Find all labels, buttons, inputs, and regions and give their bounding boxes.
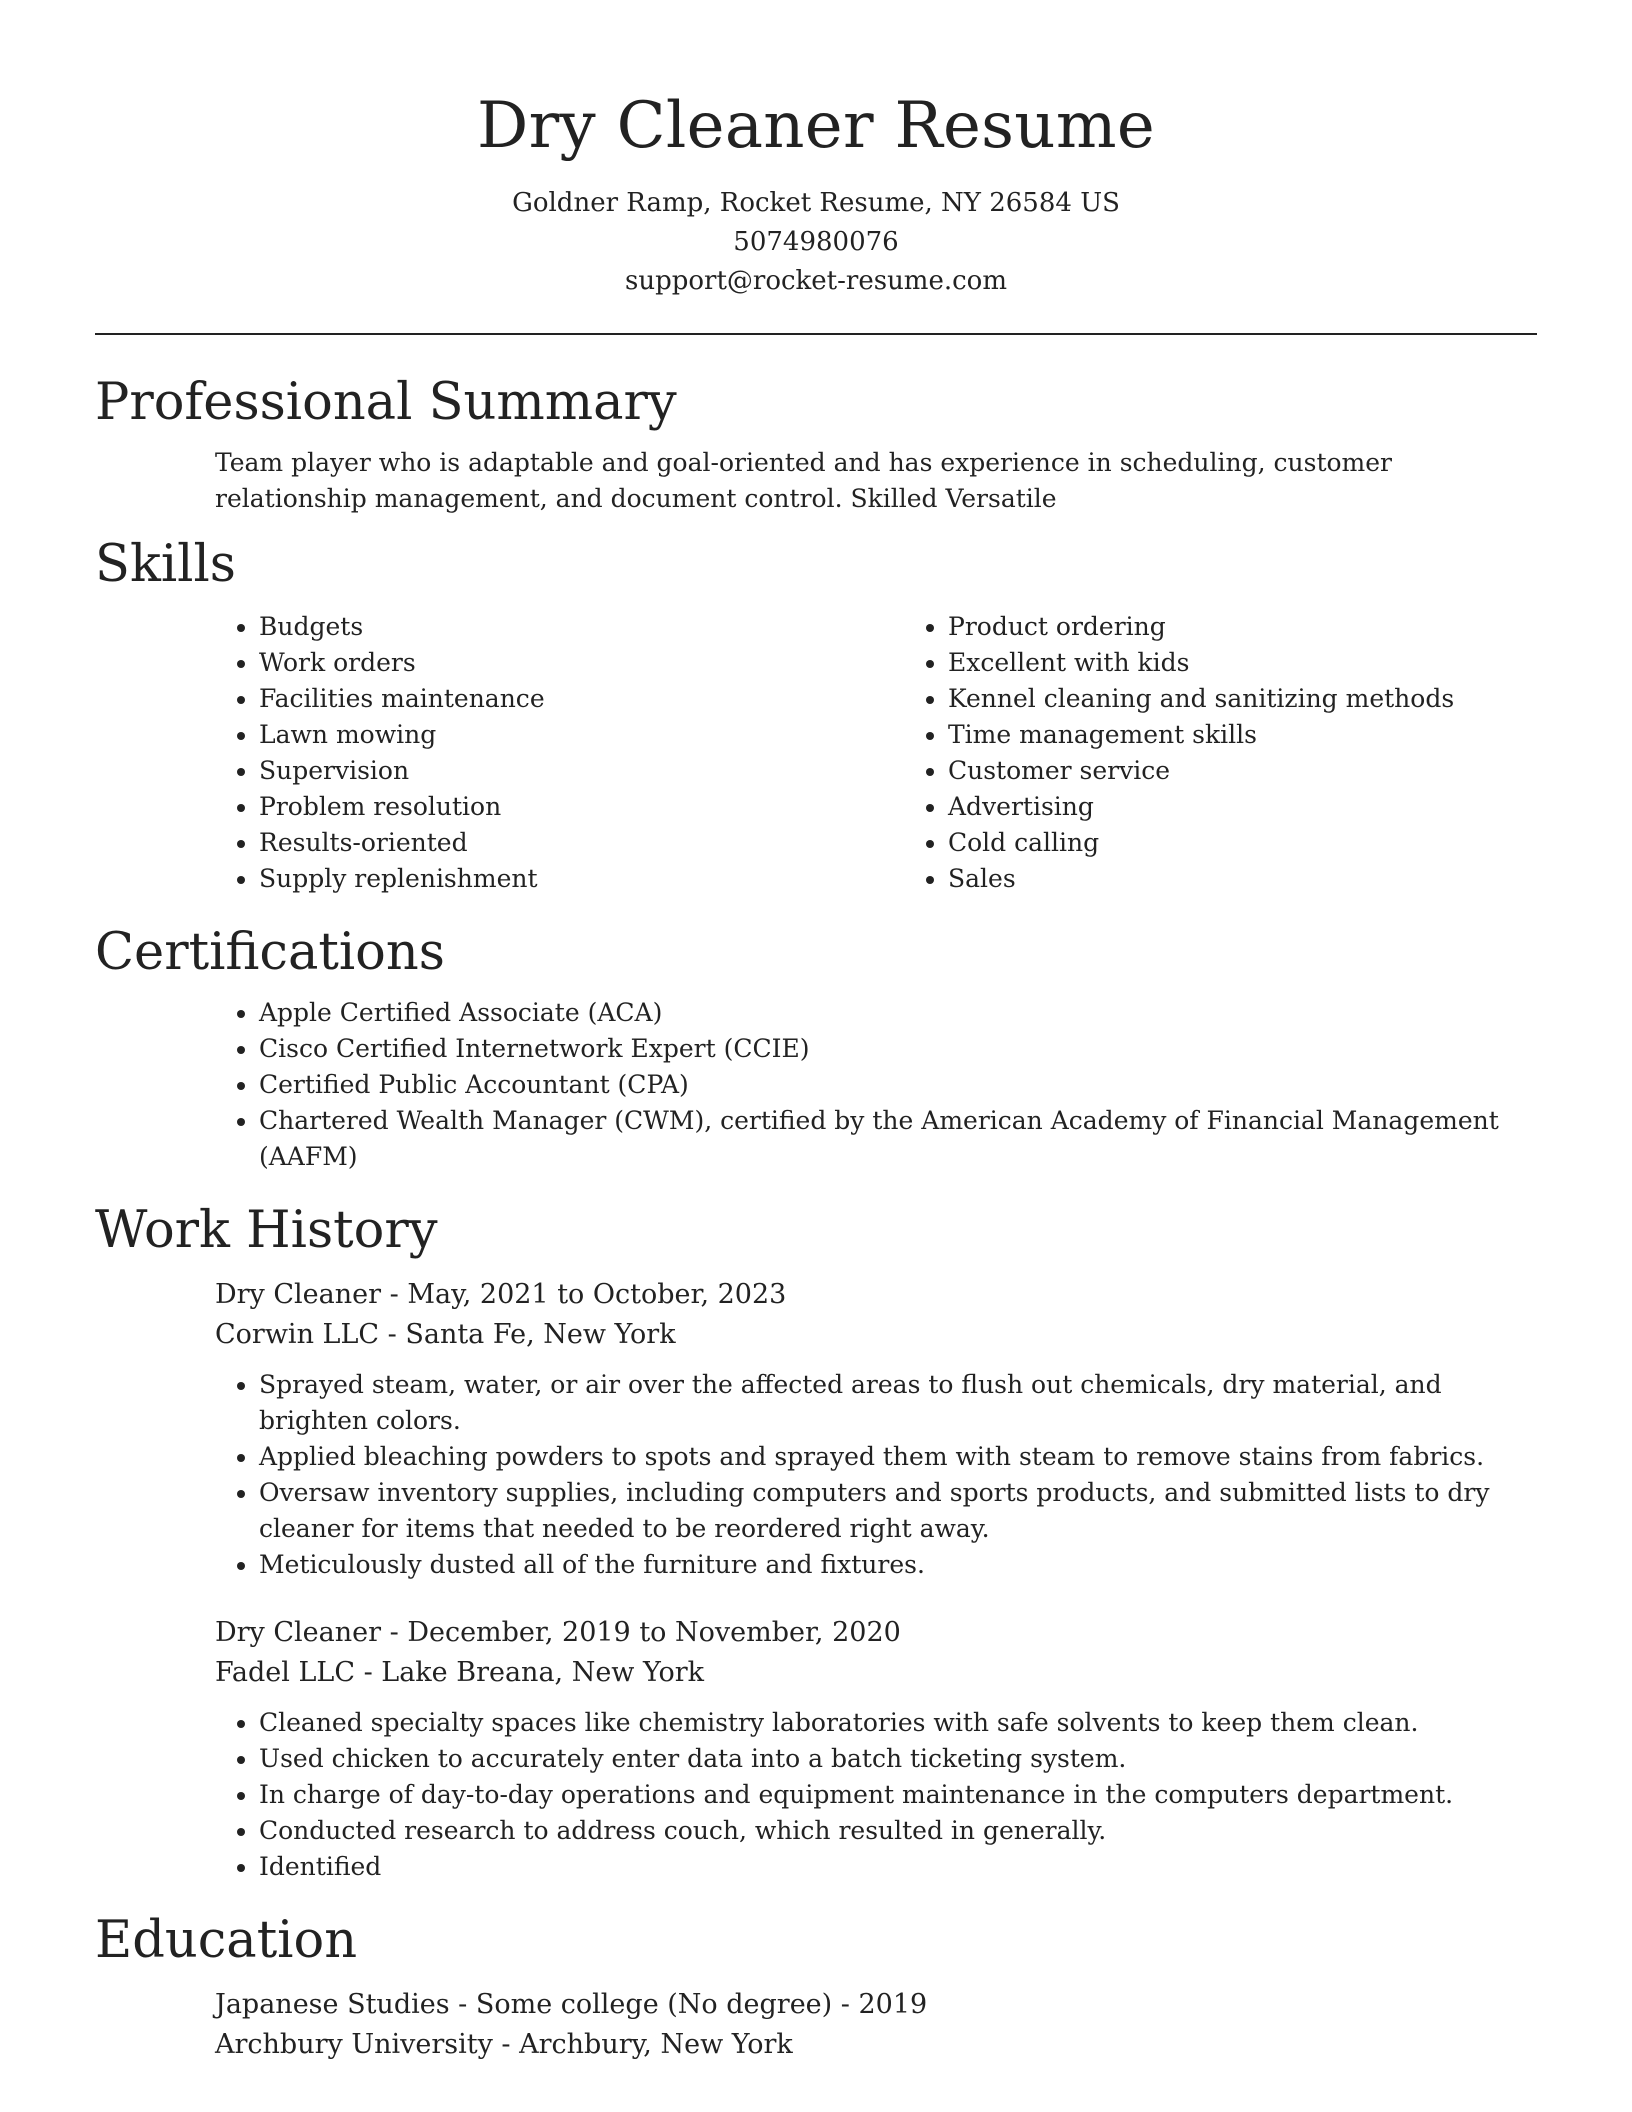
list-item: • Lawn mowing [259, 717, 904, 753]
job-company: Fadel LLC - Lake Breana, New York [215, 1657, 705, 1688]
contact-email: support@rocket-resume.com [624, 266, 1007, 296]
list-item: • Sales [948, 861, 1593, 897]
certifications-section [95, 921, 1537, 1175]
list-item: • Cisco Certified Internetwork Expert (CCIE) [259, 1031, 1537, 1067]
list-item: • Customer service [948, 753, 1593, 789]
list-item: • Facilities maintenance [259, 681, 904, 717]
list-item: • Meticulously dusted all of the furniture and fixtures. [259, 1547, 1537, 1583]
skills-columns [95, 609, 1537, 897]
list-item: • Results-oriented [259, 825, 904, 861]
certifications-body [95, 995, 1537, 1175]
list-item: • Conducted research to address couch, which resulted in generally. [259, 1813, 1537, 1849]
list-item: • Oversaw inventory supplies, including computers and sports products, and submitted lists to dry cleaner for items that needed to be reordered right away. [259, 1475, 1537, 1547]
job-company: Corwin LLC - Santa Fe, New York [215, 1319, 676, 1350]
list-item: • Work orders [259, 645, 904, 681]
skills-section [95, 533, 1537, 897]
resume-title: Dry Cleaner Resume [477, 89, 1155, 163]
job-entry [95, 1613, 1537, 1885]
contact-phone: 5074980076 [733, 227, 899, 257]
certifications-heading: Certifications [95, 923, 445, 982]
job-duties-list [215, 1705, 1537, 1885]
contact-block [95, 184, 1537, 301]
education-school: Archbury University - Archbury, New York [215, 2029, 793, 2060]
summary-heading: Professional Summary [95, 373, 677, 432]
list-item: • Supply replenishment [259, 861, 904, 897]
list-item: • Cold calling [948, 825, 1593, 861]
summary-text: Team player who is adaptable and goal-oriented and has experience in scheduling, customer relationship management, and document control. Skilled Versatile [215, 448, 1392, 513]
list-item: • Certified Public Accountant (CPA) [259, 1067, 1537, 1103]
list-item: • Excellent with kids [948, 645, 1593, 681]
list-item: • Supervision [259, 753, 904, 789]
list-item: • Problem resolution [259, 789, 904, 825]
header-divider [95, 333, 1537, 335]
list-item: • Time management skills [948, 717, 1593, 753]
education-section [95, 1909, 1537, 2065]
work-history-heading: Work History [95, 1201, 438, 1260]
list-item: • Cleaned specialty spaces like chemistry laboratories with safe solvents to keep them clean. [259, 1705, 1537, 1741]
list-item: • Chartered Wealth Manager (CWM), certified by the American Academy of Financial Management (AAFM) [259, 1103, 1537, 1175]
list-item: • Sprayed steam, water, or air over the affected areas to flush out chemicals, dry material, and brighten colors. [259, 1367, 1537, 1439]
skills-heading: Skills [95, 535, 236, 594]
list-item: • Used chicken to accurately enter data into a batch ticketing system. [259, 1741, 1537, 1777]
list-item: • Identified [259, 1849, 1537, 1885]
job-title: Dry Cleaner - December, 2019 to November, 2020 [215, 1617, 901, 1648]
list-item: • In charge of day-to-day operations and equipment maintenance in the computers department. [259, 1777, 1537, 1813]
job-title: Dry Cleaner - May, 2021 to October, 2023 [215, 1279, 787, 1310]
education-degree: Japanese Studies - Some college (No degree) - 2019 [215, 1989, 928, 2020]
skills-list-right [904, 609, 1593, 897]
list-item: • Apple Certified Associate (ACA) [259, 995, 1537, 1031]
list-item: • Product ordering [948, 609, 1593, 645]
skills-list-left [215, 609, 904, 897]
list-item: • Budgets [259, 609, 904, 645]
job-duties-list [215, 1367, 1537, 1583]
summary-section [95, 371, 1537, 517]
list-item: • Applied bleaching powders to spots and sprayed them with steam to remove stains from fabrics. [259, 1439, 1537, 1475]
work-history-section [95, 1199, 1537, 1885]
list-item: • Advertising [948, 789, 1593, 825]
resume-header [95, 0, 1537, 301]
certifications-list [215, 995, 1537, 1175]
list-item: • Kennel cleaning and sanitizing methods [948, 681, 1593, 717]
contact-address: Goldner Ramp, Rocket Resume, NY 26584 US [512, 188, 1120, 218]
job-entry [95, 1275, 1537, 1583]
education-entry [95, 1985, 1537, 2065]
education-heading: Education [95, 1911, 358, 1970]
